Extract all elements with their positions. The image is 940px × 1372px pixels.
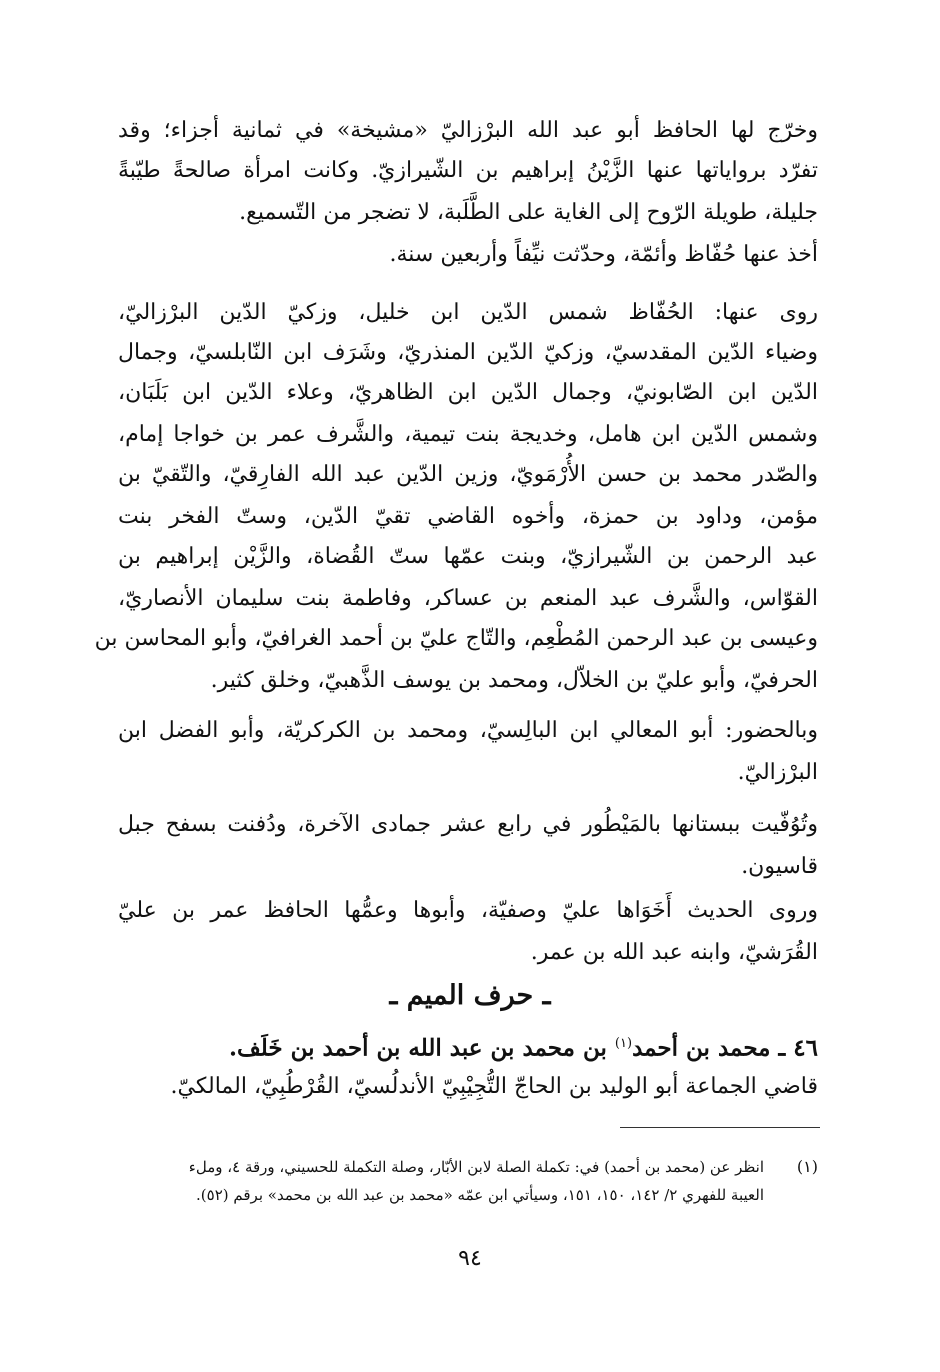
text-line: جليلة، طويلة الرّوح إلى الغاية على الطَّلَبة، لا تضجر من التّسميع. (239, 200, 818, 225)
entry-name: محمد بن أحمد (632, 1034, 771, 1062)
text-line: وضياء الدّين المقدسيّ، وزكيّ الدّين المنذريّ، وشَرَف ابن النّابلسيّ، وجمال (118, 340, 818, 365)
text-line: أخذ عنها حُفّاظ وأئمّة، وحدّثت نيِّفاً وأربعين سنة. (389, 242, 818, 267)
text-line: والصّدر محمد بن حسن الأُرْمَويّ، وزين الدّين عبد الله الفارِقيّ، والتّقيّ بن (118, 462, 818, 487)
text-line: وروى الحديث أَخَوَاها عليّ وصفيّة، وأبوها وعمُّها الحافظ عمر بن عليّ (118, 898, 818, 923)
text-line: قاسيون. (741, 854, 818, 879)
text-line: القُرَشيّ، وابنه عبد الله بن عمر. (530, 940, 818, 965)
text-line: وخرّج لها الحافظ أبو عبد الله البرْزاليّ «مشيخة» في ثمانية أجزاء؛ وقد (118, 118, 818, 143)
entry-title (118, 1028, 818, 1065)
entry-name-continued: بن محمد بن عبد الله بن أحمد بن خَلَف. (228, 1034, 607, 1062)
entry-description: قاضي الجماعة أبو الوليد بن الحاجّ التُّجِيْبِيّ الأندلُسيّ، القُرْطُبِيّ، المالكيّ. (170, 1074, 818, 1099)
text-line: الحرفيّ، وأبو عليّ بن الخلاّل، ومحمد بن يوسف الذَّهبيّ، وخلق كثير. (210, 668, 818, 693)
text-line: البرْزاليّ. (737, 760, 818, 785)
footnote-divider (620, 1127, 820, 1128)
text-line: تفرّد برواياتها عنها الزَّيْنُ إبراهيم بن الشّيرازيّ. وكانت امرأة صالحةً طيّبةً (118, 158, 818, 183)
footnote-line: انظر عن (محمد بن أحمد) في: تكملة الصلة لابن الأبّار، وصلة التكملة للحسيني، ورقة ٤، وملء (188, 1158, 764, 1176)
footnote-number: (١) (796, 1157, 818, 1176)
page-number: ٩٤ (458, 1246, 482, 1271)
text-line: عبد الرحمن بن الشّيرازيّ، وبنت عمّها ستّ القُضاة، والزَّيْن إبراهيم بن (118, 544, 818, 569)
text-line: وشمس الدّين ابن هامل، وخديجة بنت تيمية، والشَّرف عمر بن خواجا إمام، (118, 422, 818, 447)
section-heading: ـ حرف الميم ـ (389, 980, 551, 1011)
text-line: مؤمن، وداود بن حمزة، وأخوه القاضي تقيّ الدّين، وستّ الفخر بنت (118, 504, 818, 529)
footnote-line: العيبة للفهري ٢/ ١٤٢، ١٥٠، ١٥١، وسيأتي ابن عمّه «محمد بن عبد الله بن محمد» برقم (٥٢). (196, 1186, 764, 1204)
text-line: القوّاس، والشَّرف عبد المنعم بن عساكر، وفاطمة بنت سليمان الأنصاريّ، (118, 586, 818, 611)
text-line: وتُوُفّيت ببستانها بالمَيْطُور في رابع عشر جمادى الآخرة، ودُفنت بسفح جبل (118, 812, 818, 837)
text-line: الدّين ابن الصّابونيّ، وجمال الدّين ابن الظاهريّ، وعلاء الدّين ابن بَلَبَان، (118, 380, 818, 405)
entry-number: ٤٦ ـ (778, 1034, 818, 1062)
text-line: روى عنها: الحُفّاظ شمس الدّين ابن خليل، وزكيّ الدّين البرْزاليّ، (118, 300, 818, 325)
footnote-reference: (١) (614, 1036, 633, 1051)
text-line: وبالحضور: أبو المعالي ابن البالِسيّ، ومحمد بن الكركريّة، وأبو الفضل ابن (118, 718, 818, 743)
text-line: وعيسى بن عبد الرحمن المُطْعِم، والتّاج عليّ بن أحمد الغرافيّ، وأبو المحاسن بن (94, 626, 818, 651)
